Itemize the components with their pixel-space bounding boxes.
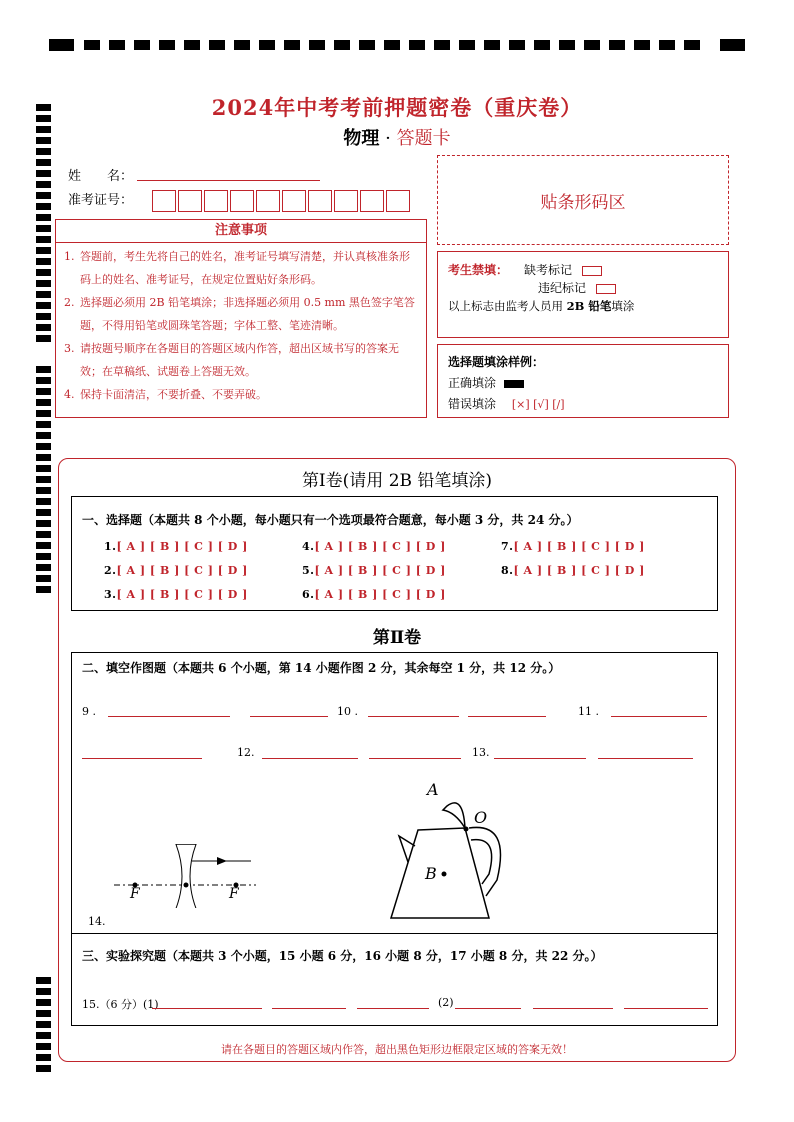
q9-label: 9 . xyxy=(82,705,96,718)
choice-row[interactable]: 1.[ A ] [ B ] [ C ] [ D ] xyxy=(104,540,248,553)
optical-center xyxy=(184,883,189,888)
notice-item: 3. 请按题号顺序在各题目的答题区域内作答，超出区域书写的答案无效；在草稿纸、试题卷上答题无效。 xyxy=(64,342,399,378)
forbidden-box xyxy=(437,251,729,338)
pivot-point-o xyxy=(464,827,469,832)
q11-blank-2[interactable] xyxy=(82,758,202,759)
name-label: 姓 名： xyxy=(68,169,134,184)
q15-blank-3[interactable] xyxy=(357,1008,429,1009)
q10-blank-2[interactable] xyxy=(468,716,546,717)
notice-item: 1. 答题前，考生先将自己的姓名，准考证号填写清楚，并认真核准条形码上的姓名、准考证号，在规定位置贴好条形码。 xyxy=(64,250,410,286)
q12-label: 12. xyxy=(237,746,255,759)
arrow-icon xyxy=(217,857,227,865)
forbidden-note: 以上标志由监考人员用 2B 铅笔填涂 xyxy=(448,299,635,313)
sample-box xyxy=(437,344,729,418)
forbidden-label: 考生禁填： xyxy=(448,263,509,277)
kettle-label-o: O xyxy=(474,808,488,827)
volume2-title: 第Ⅱ卷 xyxy=(372,628,422,648)
id-label: 准考证号： xyxy=(68,193,134,208)
choice-row[interactable]: 8.[ A ] [ B ] [ C ] [ D ] xyxy=(501,564,645,577)
q9-blank-2[interactable] xyxy=(250,716,328,717)
q10-label: 10 . xyxy=(337,705,358,718)
choice-row[interactable]: 5.[ A ] [ B ] [ C ] [ D ] xyxy=(302,564,446,577)
name-input-line[interactable] xyxy=(137,180,320,181)
q13-label: 13. xyxy=(472,746,490,759)
q13-blank-1[interactable] xyxy=(494,758,586,759)
section1-title: 一、选择题（本题共 8 个小题，每小题只有一个选项最符合题意，每小题 3 分，共 24 分。） xyxy=(82,513,579,527)
barcode-area xyxy=(437,155,729,245)
absent-mark-row: 缺考标记 xyxy=(524,261,602,278)
q10-blank-1[interactable] xyxy=(368,716,459,717)
barcode-label: 贴条形码区 xyxy=(540,192,626,213)
q11-blank-1[interactable] xyxy=(611,716,707,717)
section3-title: 三、实验探究题（本题共 3 个小题，15 小题 6 分，16 小题 8 分，17 小题 8 分，共 22 分。） xyxy=(82,949,603,963)
notice-item: 2. 选择题必须用 2B 铅笔填涂；非选择题必须用 0.5 mm 黑色签字笔答题，不得用铅笔或圆珠笔答题；字体工整、笔迹清晰。 xyxy=(64,296,415,332)
choice-row[interactable]: 2.[ A ] [ B ] [ C ] [ D ] xyxy=(104,564,248,577)
page-title: 2024年中考考前押题密卷（重庆卷） xyxy=(211,95,583,120)
q15-blank-4[interactable] xyxy=(455,1008,521,1009)
subject-label: 物理 xyxy=(343,128,380,149)
sample-title: 选择题填涂样例： xyxy=(448,355,545,369)
point-b xyxy=(442,872,447,877)
filled-mark-icon xyxy=(504,380,524,388)
kettle-diagram xyxy=(385,780,515,926)
answer-card-label: 答题卡 xyxy=(396,128,451,149)
kettle-body xyxy=(391,828,489,918)
q9-blank-1[interactable] xyxy=(108,716,230,717)
volume1-title: 第Ⅰ卷(请用 2B 铅笔填涂) xyxy=(301,471,493,491)
q14-label: 14. xyxy=(88,915,106,928)
violation-mark-row: 违纪标记 xyxy=(538,279,616,296)
q12-blank-2[interactable] xyxy=(369,758,461,759)
focus-label-left: F xyxy=(130,886,140,902)
section2-title: 二、填空作图题（本题共 6 个小题，第 14 小题作图 2 分，其余每空 1 分，共 12 分。） xyxy=(82,661,561,675)
absent-mark-box[interactable] xyxy=(582,266,602,276)
section3-box xyxy=(71,933,718,1026)
notice-box xyxy=(55,219,427,418)
violation-mark-box[interactable] xyxy=(596,284,616,294)
kettle-lid xyxy=(443,803,465,828)
subtitle-dot: · xyxy=(385,128,391,149)
q15-blank-1[interactable] xyxy=(152,1008,262,1009)
choice-row[interactable]: 6.[ A ] [ B ] [ C ] [ D ] xyxy=(302,588,446,601)
choice-row[interactable]: 4.[ A ] [ B ] [ C ] [ D ] xyxy=(302,540,446,553)
choice-row[interactable]: 3.[ A ] [ B ] [ C ] [ D ] xyxy=(104,588,248,601)
kettle-label-b: B xyxy=(425,864,437,883)
page-subtitle xyxy=(0,124,794,150)
q15-part2-label: (2) xyxy=(438,996,454,1009)
q11-label: 11 . xyxy=(578,705,599,718)
concave-lens xyxy=(176,844,196,908)
notice-item: 4. 保持卡面清洁，不要折叠、不要弄破。 xyxy=(64,388,267,401)
q15-label: 15.（6 分）(1) xyxy=(82,998,159,1011)
footer-warning: 请在各题目的答题区域内作答，超出黑色矩形边框限定区域的答案无效！ xyxy=(221,1043,573,1056)
notice-title: 注意事项 xyxy=(56,220,426,243)
focus-label-right: F xyxy=(229,886,239,902)
sample-correct: 正确填涂 xyxy=(448,374,524,391)
kettle-label-a: A xyxy=(427,780,439,799)
choice-row[interactable]: 7.[ A ] [ B ] [ C ] [ D ] xyxy=(501,540,645,553)
q15-blank-6[interactable] xyxy=(624,1008,708,1009)
q15-blank-5[interactable] xyxy=(533,1008,613,1009)
q12-blank-1[interactable] xyxy=(262,758,358,759)
q15-blank-2[interactable] xyxy=(272,1008,346,1009)
q13-blank-2[interactable] xyxy=(598,758,693,759)
sample-wrong: 错误填涂 [×] [√] [/] xyxy=(448,397,565,411)
